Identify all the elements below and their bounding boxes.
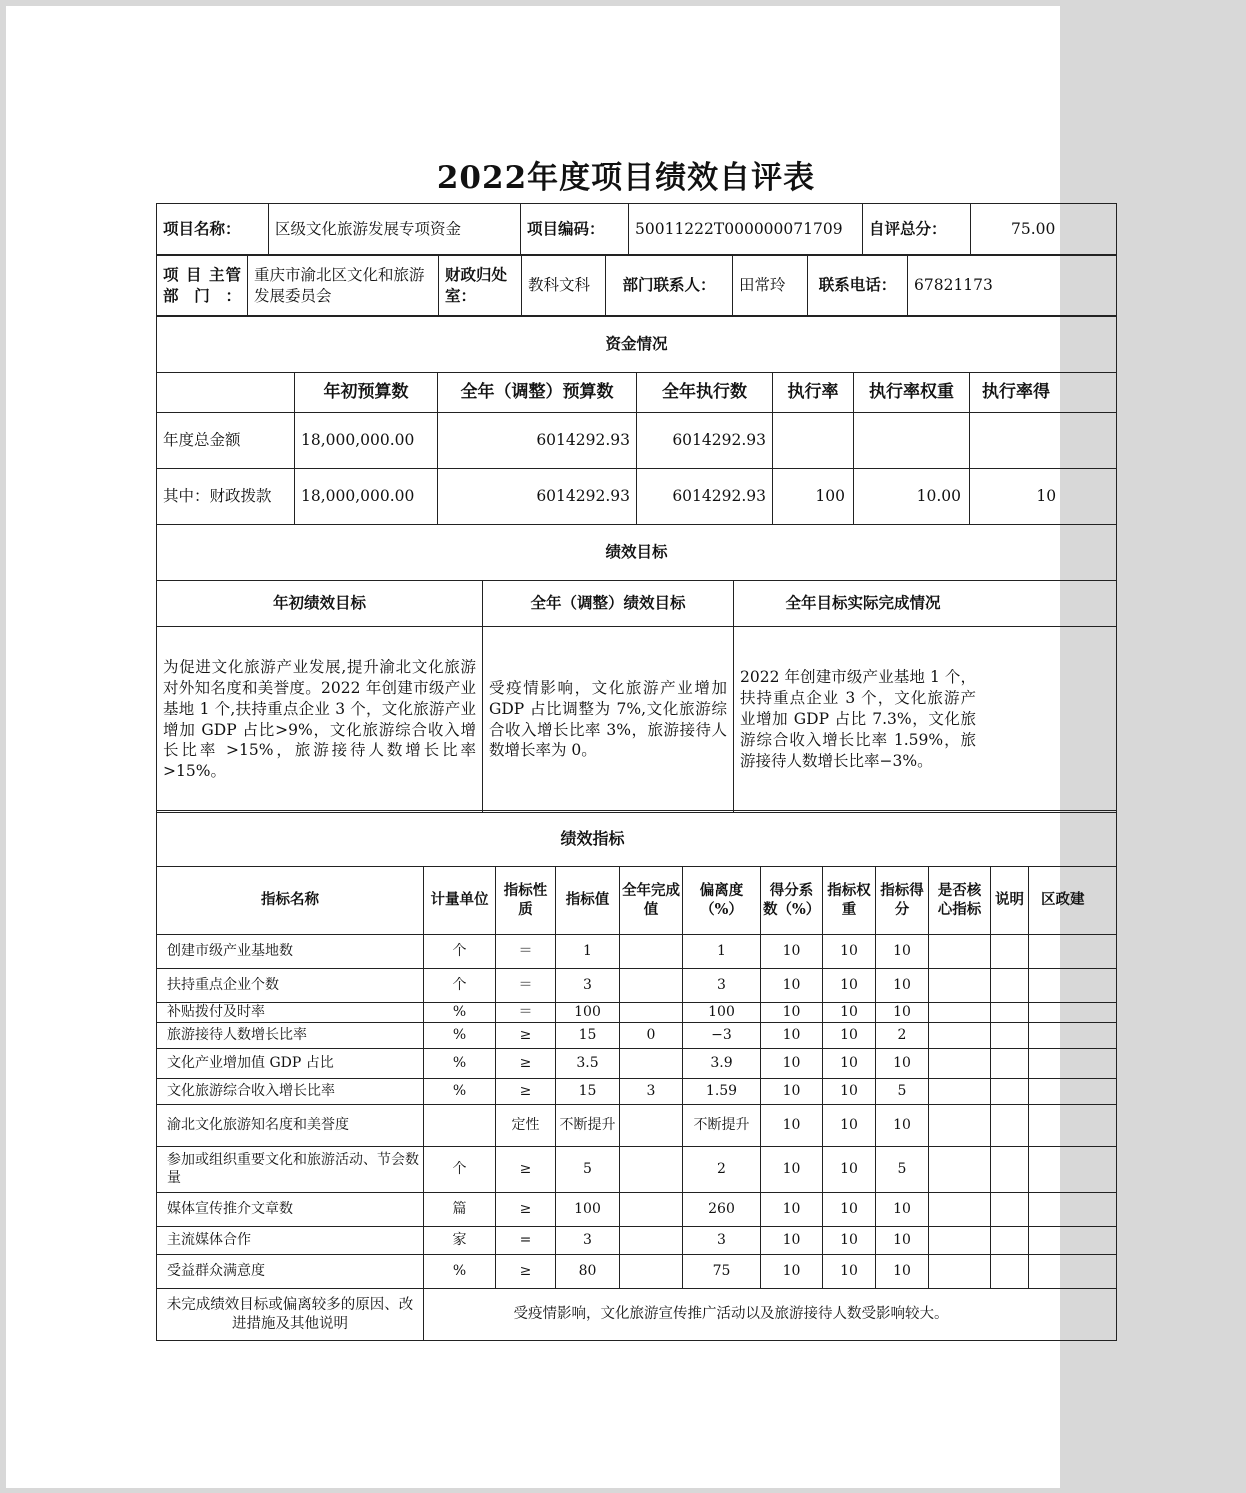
- ind-note: [991, 969, 1029, 1003]
- ind-coefficient: 10: [761, 1003, 823, 1023]
- funds-row-label: 其中：财政拨款: [157, 469, 295, 525]
- project-code: 50011222T000000071709: [629, 204, 863, 256]
- ind-header-value: 指标值: [556, 867, 620, 935]
- phone-number: 67821173: [908, 255, 1117, 317]
- ind-unit: [424, 1105, 496, 1147]
- ind-extra: [1029, 1003, 1117, 1023]
- ind-name: 媒体宣传推介文章数: [157, 1193, 424, 1227]
- ind-header-core: 是否核心指标: [929, 867, 991, 935]
- funds-header-initial: 年初预算数: [295, 373, 438, 413]
- ind-note: [991, 1079, 1029, 1105]
- goals-header-adjusted: 全年（调整）绩效目标: [483, 581, 734, 627]
- indicator-row: [157, 935, 1117, 969]
- ind-name: 参加或组织重要文化和旅游活动、节会数量: [157, 1147, 424, 1193]
- ind-coefficient: 10: [761, 935, 823, 969]
- ind-completed: [620, 1193, 683, 1227]
- indicator-row: [157, 1049, 1117, 1079]
- ind-score: 10: [876, 969, 929, 1003]
- goals-adjusted-text: 受疫情影响，文化旅游产业增加 GDP 占比调整为 7%,文化旅游综合收入增长比率 3%，旅游接待人数增长率为 0。: [483, 627, 734, 813]
- ind-score: 10: [876, 1227, 929, 1255]
- funds-header-rate: 执行率: [773, 373, 854, 413]
- indicator-row: [157, 1105, 1117, 1147]
- ind-header-note: 说明: [991, 867, 1029, 935]
- ind-extra: [1029, 1049, 1117, 1079]
- ind-coefficient: 10: [761, 1105, 823, 1147]
- ind-coefficient: 10: [761, 1147, 823, 1193]
- indicators-footer-text: 受疫情影响，文化旅游宣传推广活动以及旅游接待人数受影响较大。: [424, 1289, 1117, 1341]
- ind-value: 3.5: [556, 1049, 620, 1079]
- ind-name: 旅游接待人数增长比率: [157, 1023, 424, 1049]
- score-label: 自评总分：: [863, 204, 971, 256]
- ind-nature: ≥: [496, 1255, 556, 1289]
- ind-value: 15: [556, 1079, 620, 1105]
- ind-unit: %: [424, 1003, 496, 1023]
- ind-core: [929, 1023, 991, 1049]
- funds-header-weight: 执行率权重: [854, 373, 970, 413]
- ind-core: [929, 969, 991, 1003]
- ind-header-nature: 指标性质: [496, 867, 556, 935]
- indicator-row: [157, 1023, 1117, 1049]
- ind-completed: 0: [620, 1023, 683, 1049]
- ind-unit: %: [424, 1079, 496, 1105]
- ind-extra: [1029, 1079, 1117, 1105]
- funds-header-adjusted: 全年（调整）预算数: [438, 373, 637, 413]
- indicators-table: [156, 810, 1117, 1341]
- funds-row-adjusted: 6014292.93: [438, 413, 637, 469]
- ind-nature: ＝: [496, 935, 556, 969]
- ind-weight: 10: [823, 1023, 876, 1049]
- ind-weight: 10: [823, 935, 876, 969]
- ind-header-coefficient: 得分系数（%）: [761, 867, 823, 935]
- ind-unit: 个: [424, 969, 496, 1003]
- ind-core: [929, 1049, 991, 1079]
- ind-note: [991, 1105, 1029, 1147]
- indicators-footer-row: [157, 1289, 1117, 1341]
- ind-coefficient: 10: [761, 1193, 823, 1227]
- ind-completed: [620, 1003, 683, 1023]
- ind-deviation: 75: [683, 1255, 761, 1289]
- phone-label: 联系电话：: [808, 255, 908, 317]
- ind-deviation: 3: [683, 1227, 761, 1255]
- ind-name: 创建市级产业基地数: [157, 935, 424, 969]
- ind-header-deviation: 偏离度（%）: [683, 867, 761, 935]
- ind-unit: 个: [424, 1147, 496, 1193]
- ind-weight: 10: [823, 1227, 876, 1255]
- funds-row-adjusted: 6014292.93: [438, 469, 637, 525]
- ind-unit: %: [424, 1049, 496, 1079]
- funds-header-executed: 全年执行数: [637, 373, 773, 413]
- ind-header-name: 指标名称: [157, 867, 424, 935]
- ind-deviation: 1.59: [683, 1079, 761, 1105]
- ind-deviation: 3: [683, 969, 761, 1003]
- ind-weight: 10: [823, 1049, 876, 1079]
- ind-core: [929, 1255, 991, 1289]
- ind-unit: 篇: [424, 1193, 496, 1227]
- ind-name: 补贴拨付及时率: [157, 1003, 424, 1023]
- ind-value: 3: [556, 1227, 620, 1255]
- ind-score: 5: [876, 1079, 929, 1105]
- ind-score: 10: [876, 1003, 929, 1023]
- ind-completed: 3: [620, 1079, 683, 1105]
- ind-nature: ≥: [496, 1049, 556, 1079]
- goals-initial-text: 为促进文化旅游产业发展,提升渝北文化旅游对外知名度和美誉度。2022 年创建市级产业基地 1 个,扶持重点企业 3 个，文化旅游产业增加 GDP 占比>9%，文化旅游综合收入增长比率 >15%，旅游接待人数增长比率>15%。: [157, 627, 483, 813]
- ind-unit: %: [424, 1255, 496, 1289]
- indicator-row: [157, 1079, 1117, 1105]
- project-name: 区级文化旅游发展专项资金: [269, 204, 521, 256]
- ind-name: 受益群众满意度: [157, 1255, 424, 1289]
- funds-row-score: 10: [970, 469, 1117, 525]
- ind-core: [929, 1079, 991, 1105]
- ind-coefficient: 10: [761, 1255, 823, 1289]
- ind-value: 100: [556, 1003, 620, 1023]
- ind-deviation: 2: [683, 1147, 761, 1193]
- funds-header-score: 执行率得: [970, 373, 1117, 413]
- goals-header-actual: 全年目标实际完成情况: [734, 581, 1117, 627]
- header-table-row1: [156, 203, 1117, 256]
- ind-nature: ≥: [496, 1079, 556, 1105]
- indicators-footer-label: 未完成绩效目标或偏离较多的原因、改进措施及其他说明: [157, 1289, 424, 1341]
- ind-name: 文化旅游综合收入增长比率: [157, 1079, 424, 1105]
- ind-name: 文化产业增加值 GDP 占比: [157, 1049, 424, 1079]
- ind-name: 主流媒体合作: [157, 1227, 424, 1255]
- funds-row-initial: 18,000,000.00: [295, 413, 438, 469]
- ind-weight: 10: [823, 1105, 876, 1147]
- ind-coefficient: 10: [761, 1023, 823, 1049]
- ind-core: [929, 1193, 991, 1227]
- ind-value: 3: [556, 969, 620, 1003]
- ind-score: 5: [876, 1147, 929, 1193]
- funds-header-blank: [157, 373, 295, 413]
- goals-header-initial: 年初绩效目标: [157, 581, 483, 627]
- ind-completed: [620, 935, 683, 969]
- funds-section-title: 资金情况: [157, 316, 1117, 373]
- page-title: 2022年度项目绩效自评表: [436, 160, 816, 196]
- ind-score: 10: [876, 935, 929, 969]
- indicator-row: [157, 1227, 1117, 1255]
- ind-extra: [1029, 1105, 1117, 1147]
- finance-office: 教科文科: [522, 255, 606, 317]
- indicator-row: [157, 1193, 1117, 1227]
- ind-extra: [1029, 1193, 1117, 1227]
- funds-table: [156, 315, 1117, 525]
- ind-deviation: −3: [683, 1023, 761, 1049]
- ind-score: 2: [876, 1023, 929, 1049]
- funds-row-label: 年度总金额: [157, 413, 295, 469]
- indicators-body: [157, 935, 1117, 1289]
- ind-note: [991, 1023, 1029, 1049]
- ind-nature: ＝: [496, 1003, 556, 1023]
- ind-header-weight: 指标权重: [823, 867, 876, 935]
- ind-value: 1: [556, 935, 620, 969]
- indicator-row: [157, 1147, 1117, 1193]
- funds-row-fiscal: [157, 469, 1117, 525]
- ind-score: 10: [876, 1255, 929, 1289]
- ind-extra: [1029, 935, 1117, 969]
- goals-actual-text: 2022 年创建市级产业基地 1 个，扶持重点企业 3 个，文化旅游产业增加 GDP 占比 7.3%，文化旅游综合收入增长比率 1.59%，旅游接待人数增长比率−3%。: [734, 627, 1117, 813]
- funds-row-weight: 10.00: [854, 469, 970, 525]
- ind-value: 80: [556, 1255, 620, 1289]
- total-score: 75.00: [971, 204, 1117, 256]
- indicators-header-row: [157, 867, 1117, 935]
- ind-coefficient: 10: [761, 1227, 823, 1255]
- funds-row-executed: 6014292.93: [637, 469, 773, 525]
- project-name-label: 项目名称：: [157, 204, 269, 256]
- project-code-label: 项目编码：: [521, 204, 629, 256]
- goals-section-title: 绩效目标: [157, 525, 1117, 581]
- ind-header-extra: 区政建: [1029, 867, 1117, 935]
- ind-unit: 家: [424, 1227, 496, 1255]
- ind-score: 10: [876, 1105, 929, 1147]
- funds-row-executed: 6014292.93: [637, 413, 773, 469]
- ind-unit: 个: [424, 935, 496, 969]
- ind-value: 100: [556, 1193, 620, 1227]
- ind-nature: ≥: [496, 1193, 556, 1227]
- dept-label: 项 目 主管部门：: [157, 255, 248, 317]
- ind-core: [929, 1147, 991, 1193]
- ind-name: 渝北文化旅游知名度和美誉度: [157, 1105, 424, 1147]
- ind-nature: ＝: [496, 969, 556, 1003]
- ind-value: 不断提升: [556, 1105, 620, 1147]
- ind-score: 10: [876, 1049, 929, 1079]
- ind-name: 扶持重点企业个数: [157, 969, 424, 1003]
- ind-weight: 10: [823, 1003, 876, 1023]
- funds-row-initial: 18,000,000.00: [295, 469, 438, 525]
- ind-weight: 10: [823, 1255, 876, 1289]
- contact-label: 部门联系人：: [606, 255, 733, 317]
- ind-core: [929, 1227, 991, 1255]
- ind-deviation: 不断提升: [683, 1105, 761, 1147]
- ind-nature: ≥: [496, 1023, 556, 1049]
- ind-note: [991, 1003, 1029, 1023]
- ind-header-score: 指标得分: [876, 867, 929, 935]
- ind-note: [991, 1193, 1029, 1227]
- funds-row-total: [157, 413, 1117, 469]
- ind-completed: [620, 1227, 683, 1255]
- ind-note: [991, 935, 1029, 969]
- ind-weight: 10: [823, 969, 876, 1003]
- ind-core: [929, 1003, 991, 1023]
- ind-completed: [620, 1049, 683, 1079]
- indicator-row: [157, 1003, 1117, 1023]
- ind-extra: [1029, 1255, 1117, 1289]
- ind-completed: [620, 1147, 683, 1193]
- ind-extra: [1029, 969, 1117, 1003]
- ind-coefficient: 10: [761, 969, 823, 1003]
- ind-nature: =: [496, 1227, 556, 1255]
- ind-coefficient: 10: [761, 1049, 823, 1079]
- ind-deviation: 3.9: [683, 1049, 761, 1079]
- ind-weight: 10: [823, 1193, 876, 1227]
- indicator-row: [157, 969, 1117, 1003]
- indicators-section-title: 绩效指标: [157, 811, 1117, 867]
- ind-nature: 定性: [496, 1105, 556, 1147]
- ind-deviation: 260: [683, 1193, 761, 1227]
- ind-completed: [620, 969, 683, 1003]
- ind-extra: [1029, 1147, 1117, 1193]
- ind-note: [991, 1255, 1029, 1289]
- ind-extra: [1029, 1023, 1117, 1049]
- contact-name: 田常玲: [733, 255, 808, 317]
- header-table-row2: [156, 254, 1117, 317]
- funds-row-score: [970, 413, 1117, 469]
- ind-note: [991, 1227, 1029, 1255]
- ind-weight: 10: [823, 1079, 876, 1105]
- ind-deviation: 100: [683, 1003, 761, 1023]
- ind-score: 10: [876, 1193, 929, 1227]
- indicator-row: [157, 1255, 1117, 1289]
- ind-note: [991, 1049, 1029, 1079]
- finance-label: 财政归处室：: [439, 255, 522, 317]
- ind-core: [929, 1105, 991, 1147]
- ind-value: 5: [556, 1147, 620, 1193]
- funds-row-weight: [854, 413, 970, 469]
- ind-deviation: 1: [683, 935, 761, 969]
- dept-name: 重庆市渝北区文化和旅游发展委员会: [248, 255, 439, 317]
- ind-coefficient: 10: [761, 1079, 823, 1105]
- ind-extra: [1029, 1227, 1117, 1255]
- ind-header-completed: 全年完成值: [620, 867, 683, 935]
- ind-note: [991, 1147, 1029, 1193]
- ind-completed: [620, 1255, 683, 1289]
- ind-weight: 10: [823, 1147, 876, 1193]
- ind-header-unit: 计量单位: [424, 867, 496, 935]
- ind-completed: [620, 1105, 683, 1147]
- ind-unit: %: [424, 1023, 496, 1049]
- ind-nature: ≥: [496, 1147, 556, 1193]
- document-page: [6, 6, 1085, 1488]
- ind-core: [929, 935, 991, 969]
- goals-table: [156, 524, 1117, 813]
- funds-row-rate: 100: [773, 469, 854, 525]
- ind-value: 15: [556, 1023, 620, 1049]
- funds-row-rate: [773, 413, 854, 469]
